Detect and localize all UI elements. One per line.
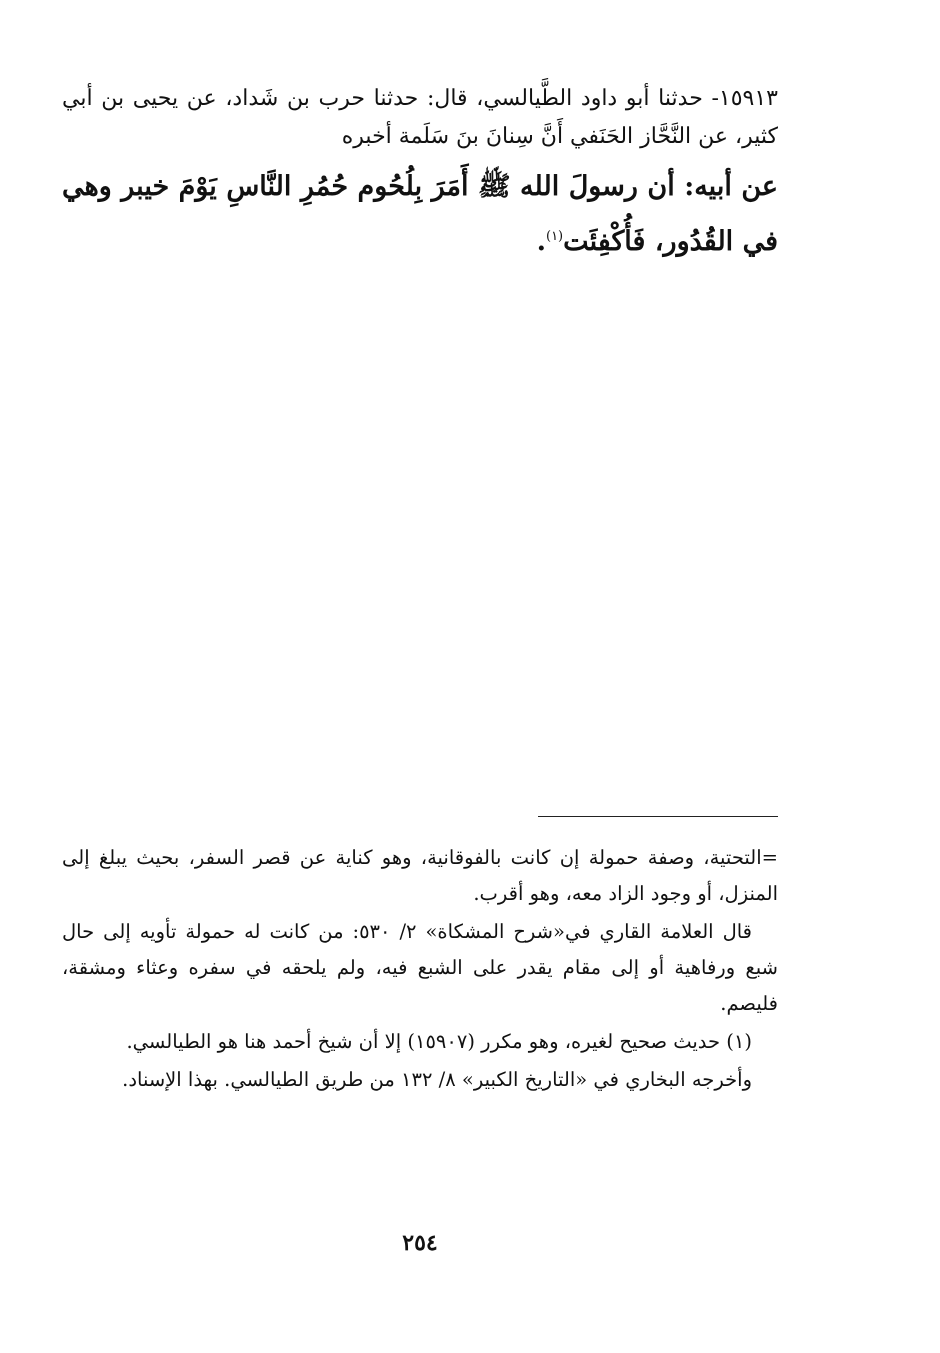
footnote-reference: (١) — [545, 229, 564, 244]
footnote-continuation: =التحتية، وصفة حمولة إن كانت بالفوقانية، وهو كناية عن قصر السفر، بحيث يبلغ إلى المنزل، أو وجود الزاد معه، وهو أقرب. — [62, 846, 778, 905]
footnote-bukhari: وأخرجه البخاري في «التاريخ الكبير» ٨/ ١٣٢ من طريق الطيالسي. بهذا الإسناد. — [122, 1068, 752, 1091]
page-body — [62, 80, 778, 1280]
hadith-matn-text: عن أبيه: أن رسولَ الله ﷺ أَمَرَ بِلُحُوم حُمُرِ النَّاسِ يَوْمَ خيبر وهي في القُدُور، فَأُكْفِئَت — [62, 171, 778, 257]
page-number: ٢٥٤ — [402, 1230, 438, 1256]
hadith-isnad: ١٥٩١٣- حدثنا أبو داود الطَّيالسي، قال: حدثنا حرب بن شَداد، عن يحيى بن أبي كثير، عن النَّحَّاز الحَنَفي أَنَّ سِنانَ بنَ سَلَمة أخبره — [62, 86, 778, 149]
footnote-divider — [538, 816, 778, 817]
footnote-1: (١) حديث صحيح لغيره، وهو مكرر (١٥٩٠٧) إلا أن شيخ أحمد هنا هو الطيالسي. — [126, 1030, 752, 1053]
hadith-matn — [62, 162, 778, 267]
hadith-matn-end: . — [536, 226, 546, 257]
footnotes — [62, 840, 778, 1100]
footnote-qari: قال العلامة القاري في«شرح المشكاة» ٢/ ٥٣٠: من كانت له حمولة تأويه إلى حال شبع ورفاهية أو إلى مقام يقدر على الشبع فيه، ولم يلحقه في سفره وعثاء ومشقة، فليصم. — [62, 920, 778, 1015]
